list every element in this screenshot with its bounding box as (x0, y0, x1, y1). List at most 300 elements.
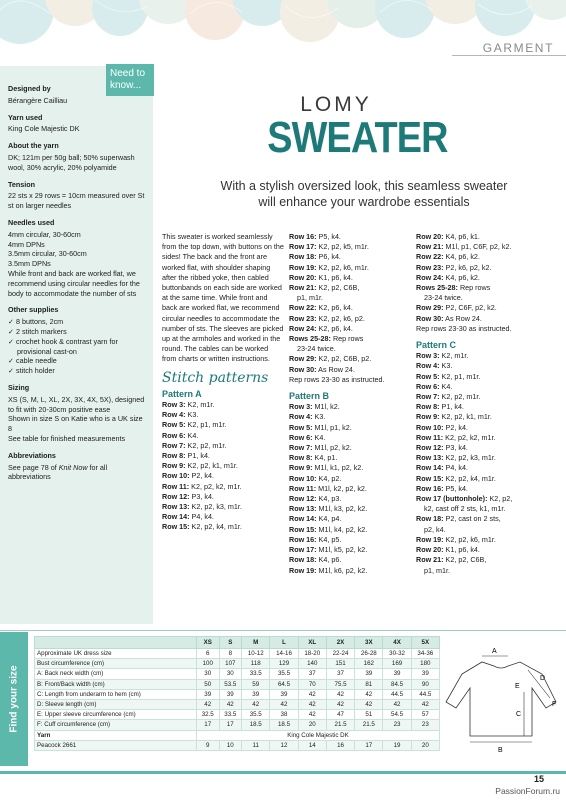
measurement-value: 81 (355, 679, 383, 689)
watermark: PassionForum.ru (495, 786, 560, 796)
supply-item: ✓ cable needle (8, 356, 57, 366)
column-patterns-bc (416, 232, 542, 576)
measurement-value: 18.5 (242, 720, 270, 730)
about-yarn-heading: About the yarn (8, 141, 59, 151)
row-label: Row 21: (416, 242, 444, 252)
row-text: P1, k4. (439, 402, 464, 412)
pattern-row (289, 514, 413, 524)
measurement-value: 23 (411, 720, 439, 730)
row-text: K2, p2, k2, m1r. (443, 432, 496, 442)
pattern-row (289, 525, 413, 535)
row-label: Row 20: (289, 272, 317, 282)
row-text: K2, p2, k6, p2. (316, 313, 365, 323)
pattern-row (162, 451, 284, 461)
measurement-value: 39 (411, 669, 439, 679)
pattern-row (162, 420, 284, 430)
row-continuation: 23-24 twice. (297, 344, 336, 354)
row-label: Row 19: (289, 565, 317, 575)
row-text: P3, k4. (189, 491, 214, 501)
size-header: S (219, 637, 242, 649)
measurement-value: 17 (219, 720, 242, 730)
needles-heading: Needles used (8, 217, 55, 227)
row-text: M1l, k2, p2, k2. (316, 483, 367, 493)
pattern-row (416, 232, 542, 242)
measurement-value: 107 (219, 659, 242, 669)
row-label: Row 13: (416, 453, 444, 463)
sizing-heading: Sizing (8, 382, 30, 392)
pattern-row (416, 273, 542, 283)
sizing-note-2: See table for finished measurements (8, 433, 126, 443)
row-text: K4, p4. (316, 514, 342, 524)
row-text: K2, p2, k4, m1r. (443, 473, 496, 483)
label-c: C (516, 711, 522, 718)
pattern-row (289, 494, 413, 504)
table-row (35, 669, 440, 679)
row-continuation: p1, m1r. (297, 293, 323, 303)
row-text: K1, p6, k4. (443, 545, 480, 555)
measurement-value: 19 (383, 740, 411, 750)
measurement-value: 140 (298, 659, 326, 669)
pattern-row (416, 412, 542, 422)
need-to-know-tab: Need to know... (106, 64, 154, 96)
row-text: M1l, k5, p2, k2. (316, 545, 368, 555)
need-to-know-sidebar (0, 66, 153, 624)
footer-rule (0, 771, 566, 774)
pattern-row (416, 494, 542, 504)
pattern-row (416, 474, 542, 484)
pattern-row (416, 283, 542, 293)
row-text: P1, k4. (185, 451, 210, 461)
measurement-value: 42 (196, 699, 219, 709)
measurement-value: 21.5 (355, 720, 383, 730)
pattern-row (289, 412, 413, 422)
pattern-c-heading: Pattern C (416, 340, 457, 351)
intro-paragraph: This sweater is worked seamlessly from the top down, with buttons on the sides! The back and the front are worked flat, with shoulder shaping after the ribbed yoke, then cabled buttonbands on each side are worked at the same time. While front and back are worked flat, we recommend circular needles to accommodate the number of sts. The sleeves are picked up at the armholes and worked in the round. The cables can be worked from charts or written instructions. (162, 232, 284, 364)
row-label: Row 15: (416, 473, 444, 483)
row-label: Row 5: (289, 422, 313, 432)
row-label: Row 17: (289, 545, 317, 555)
row-text: P4, k4. (443, 463, 468, 473)
pattern-row (416, 263, 542, 273)
row-label: Row 13: (289, 504, 317, 514)
pattern-row (416, 402, 542, 412)
needle-item: 4mm circular, 30-60cm (8, 229, 81, 239)
row-label: Row 4: (416, 361, 440, 371)
measurement-value: 64.5 (270, 679, 298, 689)
row-text: K2, p2, k1, m1r. (185, 461, 238, 471)
row-label: Row 6: (162, 430, 186, 440)
abbrev-text: See page 78 of (8, 462, 59, 472)
row-text: K2, p2, m1r. (439, 392, 481, 402)
row-label: Row 9: (162, 461, 186, 471)
measurement-value: 90 (411, 679, 439, 689)
title-sweater: SWEATER (267, 113, 448, 162)
pattern-row (162, 482, 284, 492)
row-text: M1l, k2. (312, 402, 340, 412)
row-label: Row 18: (289, 555, 317, 565)
measurement-value: 16 (326, 740, 354, 750)
pattern-row (289, 242, 413, 252)
measurement-value: 151 (326, 659, 354, 669)
row-label: Row 20: (416, 545, 444, 555)
pattern-row (162, 410, 284, 420)
row-text: K3. (185, 410, 199, 420)
find-your-size-tab (0, 632, 28, 766)
row-label: Row 14: (416, 463, 444, 473)
row-text: K4. (312, 432, 326, 442)
stitch-patterns-heading: Stitch patterns (162, 369, 269, 386)
row-label: Row 9: (416, 412, 440, 422)
row-label: Row 23: (416, 262, 444, 272)
measurement-value: 57 (411, 710, 439, 720)
yarn-name: King Cole Majestic DK (196, 730, 439, 740)
row-label: Row 17: (289, 242, 317, 252)
size-header: M (242, 637, 270, 649)
supply-item: ✓ 8 buttons, 2cm (8, 317, 64, 327)
row-label: Row 11: (416, 432, 444, 442)
needles-note: While front and back are worked flat, we recommend using circular needles for the body to accommodate the number of sts (8, 268, 140, 298)
pattern-row (289, 433, 413, 443)
measurement-value: 30 (219, 669, 242, 679)
measurement-value: 42 (355, 689, 383, 699)
row-label: Row 22: (416, 252, 444, 262)
column-patterns-ab (289, 232, 413, 576)
pattern-row (289, 283, 413, 293)
table-row (35, 740, 440, 750)
needle-item: 4mm DPNs (8, 239, 45, 249)
row-label: Row 9: (289, 463, 313, 473)
measurement-value: 50 (196, 679, 219, 689)
row-text: K2, p1, m1r. (185, 420, 227, 430)
pattern-row (416, 372, 542, 382)
pattern-a-rows (162, 400, 284, 533)
measurement-value: 42 (298, 689, 326, 699)
pattern-c-rows-cont (416, 535, 542, 566)
row-text: M1l, k6, p2, k2. (316, 565, 368, 575)
row-text: P2, k4. (189, 471, 214, 481)
pattern-row (289, 566, 413, 576)
pattern-row (416, 314, 542, 324)
sweater-outline (446, 662, 556, 736)
measurement-value: 20 (411, 740, 439, 750)
measurement-value: 26-28 (355, 649, 383, 659)
measurement-value: 8 (219, 649, 242, 659)
size-header: 2X (326, 637, 354, 649)
pattern-row (416, 351, 542, 361)
row-text: K2, p2, k4, m1r. (189, 522, 242, 532)
measurement-value: 39 (242, 689, 270, 699)
find-your-size-label: Find your size (8, 665, 20, 733)
page-number: 15 (533, 774, 544, 784)
pattern-row (162, 522, 284, 532)
size-header: 4X (383, 637, 411, 649)
size-table-body (35, 649, 440, 751)
row-label: Row 16: (289, 534, 317, 544)
pattern-row (289, 252, 413, 262)
row-label: Row 3: (162, 400, 186, 410)
row-label: Row 7: (289, 443, 313, 453)
row-label: Row 8: (162, 451, 186, 461)
row-label: Row 5: (162, 420, 186, 430)
measurement-value: 44.5 (383, 689, 411, 699)
row-text: K3. (312, 412, 326, 422)
pattern-row (289, 314, 413, 324)
measurement-label: Approximate UK dress size (35, 649, 197, 659)
measurement-value: 169 (383, 659, 411, 669)
measurement-value: 34-36 (411, 649, 439, 659)
pattern-row (162, 492, 284, 502)
section-tag: GARMENT (482, 41, 554, 55)
table-row (35, 689, 440, 699)
measurement-value: 39 (270, 689, 298, 699)
row-label: Row 23: (289, 313, 317, 323)
pattern-row (289, 555, 413, 565)
size-table (34, 636, 440, 751)
abbrev-text-end: for all abbreviations (8, 462, 108, 482)
row-label: Rows 25-28: (289, 334, 331, 344)
pattern-row (416, 303, 542, 313)
table-row (35, 710, 440, 720)
measurement-value: 39 (219, 689, 242, 699)
table-row (35, 730, 440, 740)
pattern-row (162, 471, 284, 481)
row-text: K2, p1, m1r. (439, 371, 481, 381)
row-text: K4, p6, k1. (443, 232, 480, 241)
row-text: K2, p6, k4. (316, 303, 353, 313)
about-yarn-value: DK; 121m per 50g ball; 50% superwash wool, 30% acrylic, 20% polyamide (8, 152, 135, 172)
measurement-value: 75.5 (326, 679, 354, 689)
row-text: P2, k6, p2, k2. (443, 262, 492, 272)
supply-item: ✓ 2 stitch markers (8, 326, 67, 336)
measurement-value: 118 (242, 659, 270, 669)
row-label: Row 21: (289, 283, 317, 293)
measurement-value: 11 (242, 740, 270, 750)
row-label: Row 17 (buttonhole): (416, 494, 488, 504)
row-label: Row 30: (289, 364, 317, 374)
pattern-row (289, 453, 413, 463)
pattern-row (289, 354, 413, 364)
row-label: Row 19: (416, 534, 444, 544)
pattern-row (289, 504, 413, 514)
measurement-value: 30 (196, 669, 219, 679)
abbreviations-heading: Abbreviations (8, 450, 56, 460)
yarn-balls-illustration (0, 0, 566, 60)
measurement-value: 6 (196, 649, 219, 659)
row-text: P2, k4. (443, 422, 468, 432)
table-row (35, 659, 440, 669)
pattern-row (416, 443, 542, 453)
pattern-row (416, 433, 542, 443)
size-table-header (35, 637, 440, 649)
measurement-value: 47 (326, 710, 354, 720)
yarn-used-value: King Cole Majestic DK (8, 124, 80, 134)
abbrev-magazine: Knit Now (58, 462, 88, 472)
measurement-value: 35.5 (242, 710, 270, 720)
measurement-value: 39 (355, 669, 383, 679)
row-label: Row 6: (416, 381, 440, 391)
pattern-row (289, 463, 413, 473)
measurement-value: 162 (355, 659, 383, 669)
tension-heading: Tension (8, 179, 36, 189)
measurement-value: 14 (298, 740, 326, 750)
row-label: Row 21: (416, 555, 444, 565)
row-text: K2, p2, (487, 494, 513, 504)
yarn-header-image (0, 0, 566, 60)
row-continuation: p2, k4. (424, 524, 446, 534)
pattern-row (162, 400, 284, 410)
row-label: Row 6: (289, 432, 313, 442)
column-intro (162, 232, 284, 533)
sizing-note: Shown in size S on Katie who is a UK size 8 (8, 414, 143, 434)
row-label: Row 14: (162, 512, 190, 522)
measurement-value: 18-20 (298, 649, 326, 659)
measurement-value: 59 (242, 679, 270, 689)
pattern-row (289, 334, 413, 344)
row-label: Row 19: (289, 262, 317, 272)
size-header: 3X (355, 637, 383, 649)
pattern-row (289, 484, 413, 494)
row-text: M1l, p2, k2. (312, 443, 352, 453)
row-text: K1, p6, k4. (316, 272, 353, 282)
garment-diagram (444, 640, 560, 756)
row-label: Row 16: (289, 232, 317, 241)
table-row (35, 679, 440, 689)
pattern-b-heading: Pattern B (289, 391, 330, 402)
pattern-row (416, 382, 542, 392)
pattern-row (289, 232, 413, 242)
measurement-value: 35.5 (270, 669, 298, 679)
measurement-value: 42 (383, 699, 411, 709)
row-text: K4, p6. (316, 555, 342, 565)
row-label: Row 4: (162, 410, 186, 420)
row-text: K2, p2, k6, m1r. (316, 262, 369, 272)
measurement-label: D: Sleeve length (cm) (35, 699, 197, 709)
row-text: As Row 24. (316, 364, 355, 374)
measurement-value: 23 (383, 720, 411, 730)
measurement-label: E: Upper sleeve circumference (cm) (35, 710, 197, 720)
measurement-label: C: Length from underarm to hem (cm) (35, 689, 197, 699)
measurement-value: 37 (298, 669, 326, 679)
row-text: K2, p2, k6, m1r. (443, 534, 496, 544)
row-text: As Row 24. (443, 313, 482, 323)
pattern-row (416, 555, 542, 565)
row-text: P6, k4. (316, 252, 341, 262)
row-text: K2, p2, C6B, (443, 555, 487, 565)
measurement-value: 10-12 (242, 649, 270, 659)
row-text: P3, k4. (443, 443, 468, 453)
row-text: M1l, k1, p2, k2. (312, 463, 364, 473)
row-text: M1l, p1, C6F, p2, k2. (443, 242, 512, 252)
measurement-label: Peacock 2661 (35, 740, 197, 750)
header-blank (35, 637, 197, 649)
pattern-row (416, 392, 542, 402)
row-text: P5, k4. (316, 232, 341, 241)
row-continuation: p1, m1r. (424, 565, 450, 575)
row-label: Row 7: (416, 392, 440, 402)
row-label: Row 3: (416, 351, 440, 361)
needle-item: 3.5mm circular, 30-60cm (8, 249, 87, 259)
row-label: Row 24: (289, 323, 317, 333)
row-continuation: 23-24 twice. (424, 293, 463, 303)
row-label: Row 15: (289, 524, 317, 534)
pattern-row (416, 242, 542, 252)
measurement-label: F: Cuff circumference (cm) (35, 720, 197, 730)
row-text: K2, p2, k3, m1r. (189, 502, 242, 512)
row-label: Row 29: (416, 303, 444, 313)
measurement-value: 42 (242, 699, 270, 709)
measurement-value: 39 (196, 689, 219, 699)
row-text: K2, p2, k5, m1r. (316, 242, 369, 252)
pattern-row (289, 273, 413, 283)
pattern-row (416, 463, 542, 473)
row-text: K2, p2, k3, m1r. (443, 453, 496, 463)
row-text: Rep rows (457, 283, 491, 293)
pattern-a-rows-cont (289, 232, 413, 293)
measurement-value: 42 (298, 710, 326, 720)
row-label: Row 10: (289, 473, 317, 483)
pattern-row (289, 535, 413, 545)
row-text: K4, p2. (316, 473, 342, 483)
measurement-value: 42 (355, 699, 383, 709)
row-label: Row 8: (416, 402, 440, 412)
row-label: Row 20: (416, 232, 444, 241)
row-label: Row 16: (416, 483, 444, 493)
row-text: K2, m1r. (185, 400, 215, 410)
table-row (35, 699, 440, 709)
row-text: K2, m1r. (439, 351, 469, 361)
row-label: Rows 25-28: (416, 283, 458, 293)
row-text: K4, p6, k2. (443, 272, 480, 282)
measurement-value: 129 (270, 659, 298, 669)
row-label: Row 12: (162, 491, 190, 501)
measurement-value: 180 (411, 659, 439, 669)
row-text: P2, C6F, p2, k2. (443, 303, 497, 313)
row-label: Row 8: (289, 453, 313, 463)
measurement-value: 22-24 (326, 649, 354, 659)
row-label: Row 18: (289, 252, 317, 262)
pattern-row (416, 545, 542, 555)
pattern-b-rows (289, 402, 413, 575)
row-label: Row 30: (416, 313, 444, 323)
row-label: Row 15: (162, 522, 190, 532)
measurement-value: 38 (270, 710, 298, 720)
pattern-row (289, 324, 413, 334)
abbreviations-value (8, 463, 145, 483)
pattern-row (416, 535, 542, 545)
row-text: M1l, k4, p2, k2. (316, 524, 368, 534)
pattern-row (289, 303, 413, 313)
pattern-a-rows-cont (289, 303, 413, 334)
pattern-row (416, 423, 542, 433)
supplies-heading: Other supplies (8, 305, 59, 315)
repeat-note: Rep rows 23-30 as instructed. (289, 374, 385, 384)
row-label: Row 5: (416, 371, 440, 381)
row-label: Row 12: (416, 443, 444, 453)
row-text: P2, cast on 2 sts, (443, 514, 501, 524)
measurement-value: 84.5 (383, 679, 411, 689)
row-label: Row 24: (416, 272, 444, 282)
measurement-value: 17 (355, 740, 383, 750)
section-rule (452, 55, 566, 56)
measurement-value: 37 (326, 669, 354, 679)
row-text: K4, p6, k2. (443, 252, 480, 262)
row-text: P5, k4. (443, 483, 468, 493)
row-text: K3. (439, 361, 453, 371)
pattern-a-rows-cont (289, 354, 413, 374)
row-label: Row 18: (416, 514, 444, 524)
yarn-used-heading: Yarn used (8, 112, 43, 122)
measurement-value: 42 (326, 699, 354, 709)
